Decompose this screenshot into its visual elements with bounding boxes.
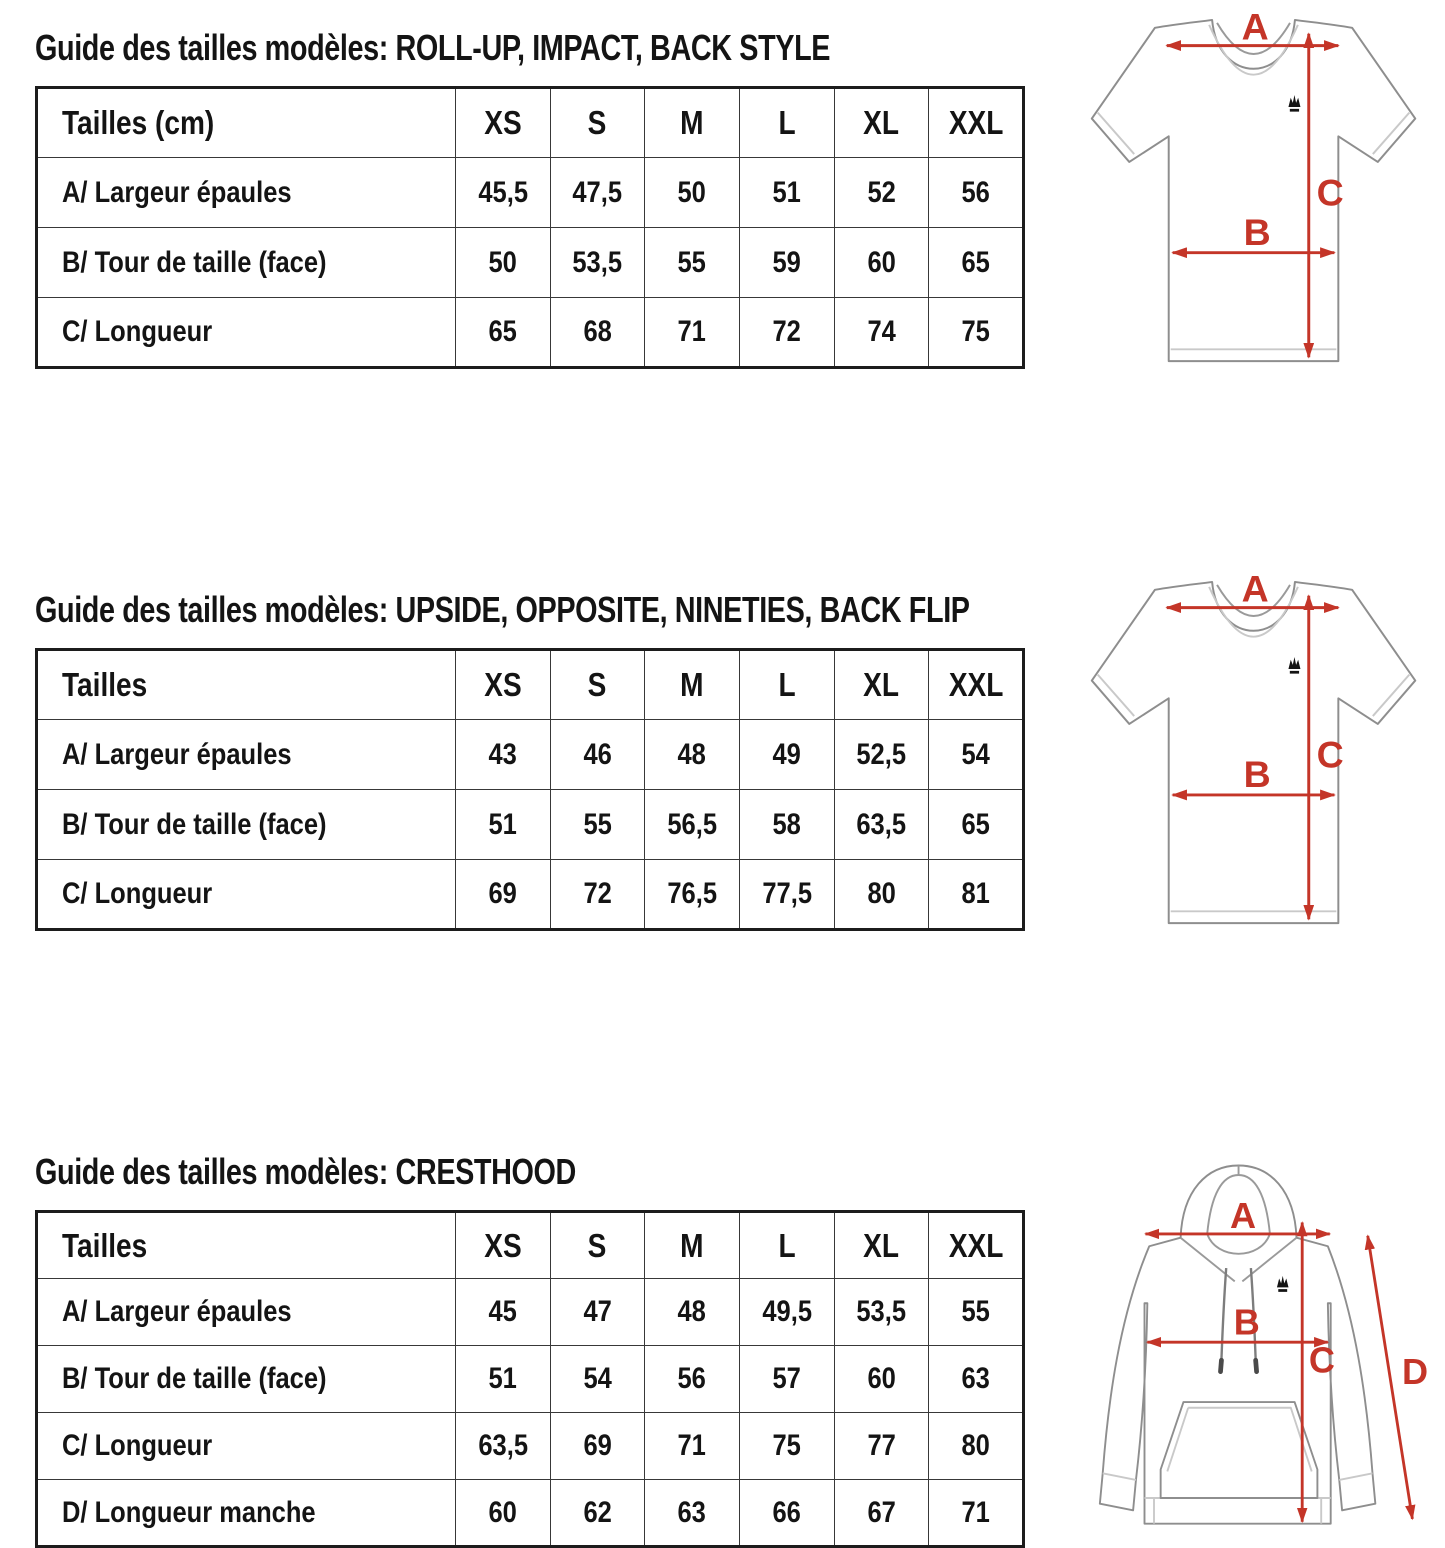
- measurement-value-cell: [550, 860, 645, 930]
- measurement-value-text: 72: [583, 877, 612, 910]
- measurement-value-text: 65: [961, 245, 990, 279]
- measurement-value-text: 60: [488, 1495, 518, 1529]
- measurement-value-text: 50: [488, 245, 518, 279]
- dimension-label-b: B: [1243, 753, 1271, 796]
- measurement-value-cell: [739, 298, 834, 368]
- measurement-value-cell: [929, 1480, 1024, 1547]
- measurement-value-cell: [834, 790, 929, 860]
- measurement-label-text: B/ Tour de taille (face): [62, 1362, 327, 1395]
- size-header-cell: [456, 88, 551, 158]
- measurement-value-text: 52,5: [856, 737, 907, 771]
- size-header-text: L: [778, 666, 796, 703]
- measurement-value-cell: [456, 860, 551, 930]
- measurement-label-text: C/ Longueur: [62, 1429, 213, 1462]
- measurement-value-text: 45,5: [478, 175, 528, 209]
- size-header-text: XXL: [948, 1226, 1003, 1264]
- measurement-value-cell: [645, 720, 740, 790]
- table-body: [37, 720, 1024, 930]
- dimension-label-d: D: [1401, 1351, 1429, 1392]
- measurement-value-text: 63: [961, 1362, 990, 1395]
- measurement-value-cell: [550, 1346, 645, 1413]
- measurement-value-cell: [834, 298, 929, 368]
- measurement-row: [37, 1413, 1024, 1480]
- size-header-cell: [645, 1212, 740, 1279]
- table-body: [37, 1279, 1024, 1547]
- size-header-cell: [929, 1212, 1024, 1279]
- section-title-text: Guide des tailles modèles: UPSIDE, OPPOSITE, NINETIES, BACK FLIP: [35, 589, 970, 630]
- measurement-row: [37, 1480, 1024, 1547]
- size-guide-section-rollup: [0, 6, 1445, 378]
- measurement-row: [37, 228, 1024, 298]
- measurement-value-text: 55: [961, 1295, 990, 1328]
- measurement-value-text: 63: [677, 1495, 707, 1529]
- measurement-value-text: 52: [867, 175, 896, 209]
- measurement-value-text: 49,5: [761, 1295, 812, 1328]
- size-header-cell: [739, 88, 834, 158]
- size-header-text: XL: [863, 666, 900, 703]
- measurement-label-cell: [37, 158, 456, 228]
- measurement-value-cell: [929, 228, 1024, 298]
- measurement-value-text: 80: [961, 1429, 990, 1462]
- size-header-text: XS: [484, 1226, 522, 1264]
- measurement-value-text: 53,5: [572, 245, 623, 279]
- section-title-text: Guide des tailles modèles: CRESTHOOD: [35, 1151, 576, 1192]
- size-header-cell: [834, 1212, 929, 1279]
- measurement-value-cell: [456, 228, 551, 298]
- measurement-value-text: 71: [677, 1429, 707, 1462]
- measurement-value-cell: [645, 1279, 740, 1346]
- measurement-value-text: 56,5: [667, 807, 717, 841]
- measurement-value-text: 69: [583, 1429, 612, 1462]
- measurement-label-text: B/ Tour de taille (face): [62, 245, 327, 279]
- size-header-cell: [550, 88, 645, 158]
- table-body: [37, 158, 1024, 368]
- sizes-column-title-text: Tailles: [62, 666, 148, 703]
- measurement-value-text: 75: [961, 315, 990, 348]
- measurement-value-text: 71: [677, 315, 707, 348]
- measurement-value-text: 47: [583, 1295, 612, 1328]
- measurement-value-text: 46: [583, 737, 612, 771]
- dimension-label-a: A: [1241, 10, 1269, 48]
- measurement-value-cell: [550, 298, 645, 368]
- measurement-value-text: 68: [583, 315, 612, 348]
- sizes-column-title: [37, 1212, 456, 1279]
- size-header-cell: [739, 650, 834, 720]
- measurement-value-text: 60: [867, 1362, 896, 1395]
- measurement-value-cell: [929, 1413, 1024, 1480]
- measurement-value-cell: [645, 1413, 740, 1480]
- measurement-label-text: A/ Largeur épaules: [62, 175, 292, 209]
- dimension-label-a: A: [1241, 572, 1269, 610]
- measurement-label-cell: [37, 1413, 456, 1480]
- measurement-value-text: 56: [961, 175, 990, 209]
- size-header-cell: [645, 650, 740, 720]
- measurement-value-text: 75: [772, 1429, 801, 1462]
- size-header-cell: [456, 650, 551, 720]
- measurement-label-cell: [37, 228, 456, 298]
- measurement-value-cell: [834, 720, 929, 790]
- measurement-value-cell: [456, 298, 551, 368]
- measurement-value-cell: [834, 860, 929, 930]
- size-table: [35, 86, 1025, 369]
- size-header-text: S: [588, 666, 607, 703]
- measurement-row: [37, 298, 1024, 368]
- measurement-value-text: 67: [867, 1495, 896, 1529]
- measurement-value-cell: [834, 158, 929, 228]
- measurement-value-text: 65: [961, 807, 990, 841]
- measurement-value-cell: [645, 158, 740, 228]
- measurement-label-cell: [37, 1346, 456, 1413]
- size-header-text: M: [680, 666, 704, 703]
- measurement-value-cell: [456, 790, 551, 860]
- measurement-value-text: 59: [772, 245, 801, 279]
- measurement-value-cell: [739, 1279, 834, 1346]
- measurement-value-text: 63,5: [478, 1429, 528, 1462]
- sizes-column-title: [37, 650, 456, 720]
- measurement-value-cell: [550, 790, 645, 860]
- measurement-label-text: A/ Largeur épaules: [62, 737, 292, 771]
- measurement-value-cell: [739, 860, 834, 930]
- measurement-label-cell: [37, 298, 456, 368]
- measurement-value-cell: [834, 1480, 929, 1547]
- measurement-value-cell: [929, 1279, 1024, 1346]
- measurement-value-cell: [739, 1413, 834, 1480]
- table-head: [37, 1212, 1024, 1279]
- sizes-column-title-text: Tailles (cm): [62, 104, 215, 141]
- measurement-value-text: 76,5: [667, 877, 717, 910]
- measurement-value-text: 45: [488, 1295, 518, 1328]
- measurement-value-cell: [929, 298, 1024, 368]
- size-header-cell: [550, 1212, 645, 1279]
- table-head: [37, 650, 1024, 720]
- size-guide-section-cresthood: [0, 1130, 1445, 1548]
- measurement-value-text: 54: [961, 737, 990, 771]
- measurement-label-text: D/ Longueur manche: [62, 1495, 316, 1529]
- dimension-label-c: C: [1308, 1339, 1335, 1381]
- size-header-text: M: [680, 1226, 704, 1264]
- measurement-value-cell: [645, 860, 740, 930]
- measurement-label-cell: [37, 1279, 456, 1346]
- measurement-value-cell: [739, 1480, 834, 1547]
- measurement-value-text: 56: [677, 1362, 707, 1395]
- measurement-value-cell: [929, 720, 1024, 790]
- measurement-value-text: 48: [677, 737, 707, 771]
- measurement-value-text: 49: [772, 737, 801, 771]
- measurement-value-cell: [929, 158, 1024, 228]
- measurement-value-text: 77: [867, 1429, 896, 1462]
- size-header-cell: [645, 88, 740, 158]
- measurement-value-text: 62: [583, 1495, 612, 1529]
- measurement-value-text: 69: [488, 877, 518, 910]
- size-header-cell: [550, 650, 645, 720]
- size-header-text: XS: [484, 666, 522, 703]
- hoodie-diagram: [1078, 1156, 1439, 1536]
- measurement-value-text: 66: [772, 1495, 801, 1529]
- dimension-label-c: C: [1316, 733, 1344, 776]
- table-header-row: [37, 88, 1024, 158]
- tshirt-diagram: [1078, 572, 1433, 940]
- sizes-column-title: [37, 88, 456, 158]
- size-table: [35, 1210, 1025, 1548]
- size-header-text: XS: [484, 104, 522, 141]
- measurement-value-cell: [929, 860, 1024, 930]
- measurement-value-cell: [456, 1346, 551, 1413]
- size-header-text: XXL: [948, 104, 1003, 141]
- measurement-value-cell: [834, 1413, 929, 1480]
- size-header-cell: [456, 1212, 551, 1279]
- measurement-value-text: 63,5: [856, 807, 907, 841]
- measurement-value-cell: [834, 228, 929, 298]
- size-header-text: S: [588, 104, 607, 141]
- measurement-value-text: 58: [772, 807, 801, 841]
- measurement-label-text: C/ Longueur: [62, 877, 213, 910]
- measurement-value-cell: [645, 228, 740, 298]
- measurement-value-text: 48: [677, 1295, 707, 1328]
- measurement-value-text: 60: [867, 245, 896, 279]
- measurement-value-text: 77,5: [761, 877, 812, 910]
- size-header-cell: [929, 88, 1024, 158]
- measurement-row: [37, 1346, 1024, 1413]
- measurement-value-cell: [550, 1279, 645, 1346]
- size-header-cell: [834, 650, 929, 720]
- measurement-label-text: A/ Largeur épaules: [62, 1295, 292, 1328]
- measurement-row: [37, 790, 1024, 860]
- size-header-text: L: [778, 1226, 796, 1264]
- measurement-value-cell: [739, 720, 834, 790]
- measurement-value-text: 51: [772, 175, 801, 209]
- dimension-label-b: B: [1233, 1301, 1260, 1343]
- measurement-row: [37, 1279, 1024, 1346]
- size-header-cell: [929, 650, 1024, 720]
- size-header-text: XL: [863, 1226, 900, 1264]
- measurement-label-cell: [37, 860, 456, 930]
- measurement-value-cell: [645, 1346, 740, 1413]
- size-header-text: S: [588, 1226, 607, 1264]
- measurement-value-text: 57: [772, 1362, 801, 1395]
- dimension-label-c: C: [1316, 171, 1344, 214]
- measurement-value-text: 50: [677, 175, 707, 209]
- size-guide-section-upside: [0, 568, 1445, 940]
- measurement-value-text: 47,5: [572, 175, 623, 209]
- sizes-column-title-text: Tailles: [62, 1226, 148, 1264]
- measurement-value-cell: [645, 298, 740, 368]
- section-title: [35, 1152, 1025, 1192]
- size-header-text: XXL: [948, 666, 1003, 703]
- table-head: [37, 88, 1024, 158]
- measurement-row: [37, 720, 1024, 790]
- measurement-value-text: 81: [961, 877, 990, 910]
- measurement-value-text: 65: [488, 315, 518, 348]
- measurement-row: [37, 158, 1024, 228]
- measurement-value-text: 74: [867, 315, 896, 348]
- measurement-value-cell: [739, 1346, 834, 1413]
- measurement-value-cell: [550, 228, 645, 298]
- measurement-value-cell: [456, 1279, 551, 1346]
- size-header-cell: [834, 88, 929, 158]
- table-header-row: [37, 1212, 1024, 1279]
- measurement-value-cell: [834, 1279, 929, 1346]
- measurement-label-cell: [37, 1480, 456, 1547]
- measurement-value-cell: [834, 1346, 929, 1413]
- measurement-value-cell: [550, 720, 645, 790]
- size-header-text: XL: [863, 104, 900, 141]
- section-title: [35, 590, 1025, 630]
- measurement-value-text: 53,5: [856, 1295, 907, 1328]
- measurement-value-text: 43: [488, 737, 518, 771]
- measurement-value-text: 71: [961, 1495, 990, 1529]
- section-title-text: Guide des tailles modèles: ROLL-UP, IMPACT, BACK STYLE: [35, 27, 831, 68]
- measurement-value-cell: [456, 720, 551, 790]
- measurement-value-cell: [456, 1480, 551, 1547]
- measurement-value-cell: [929, 1346, 1024, 1413]
- measurement-value-text: 51: [488, 1362, 518, 1395]
- measurement-value-text: 80: [867, 877, 896, 910]
- tshirt-outline: [1092, 20, 1415, 361]
- measurement-value-text: 55: [677, 245, 707, 279]
- measurement-value-text: 55: [583, 807, 612, 841]
- measurement-value-cell: [929, 790, 1024, 860]
- measurement-value-text: 54: [583, 1362, 612, 1395]
- tshirt-diagram: [1078, 10, 1433, 378]
- measurement-value-cell: [456, 1413, 551, 1480]
- measurement-label-text: B/ Tour de taille (face): [62, 807, 327, 841]
- measurement-value-cell: [645, 1480, 740, 1547]
- measurement-label-text: C/ Longueur: [62, 315, 213, 348]
- measurement-row: [37, 860, 1024, 930]
- measurement-value-cell: [645, 790, 740, 860]
- section-title: [35, 28, 1025, 68]
- measurement-value-cell: [456, 158, 551, 228]
- measurement-value-cell: [550, 1413, 645, 1480]
- measurement-label-cell: [37, 720, 456, 790]
- dimension-label-a: A: [1230, 1195, 1257, 1237]
- measurement-value-text: 72: [772, 315, 801, 348]
- measurement-value-cell: [550, 158, 645, 228]
- measurement-label-cell: [37, 790, 456, 860]
- size-header-cell: [739, 1212, 834, 1279]
- measurement-value-text: 51: [488, 807, 518, 841]
- size-header-text: L: [778, 104, 796, 141]
- measurement-value-cell: [550, 1480, 645, 1547]
- size-table: [35, 648, 1025, 931]
- table-header-row: [37, 650, 1024, 720]
- measurement-value-cell: [739, 158, 834, 228]
- dimension-label-b: B: [1243, 210, 1271, 253]
- measurement-value-cell: [739, 790, 834, 860]
- size-header-text: M: [680, 104, 704, 141]
- measurement-value-cell: [739, 228, 834, 298]
